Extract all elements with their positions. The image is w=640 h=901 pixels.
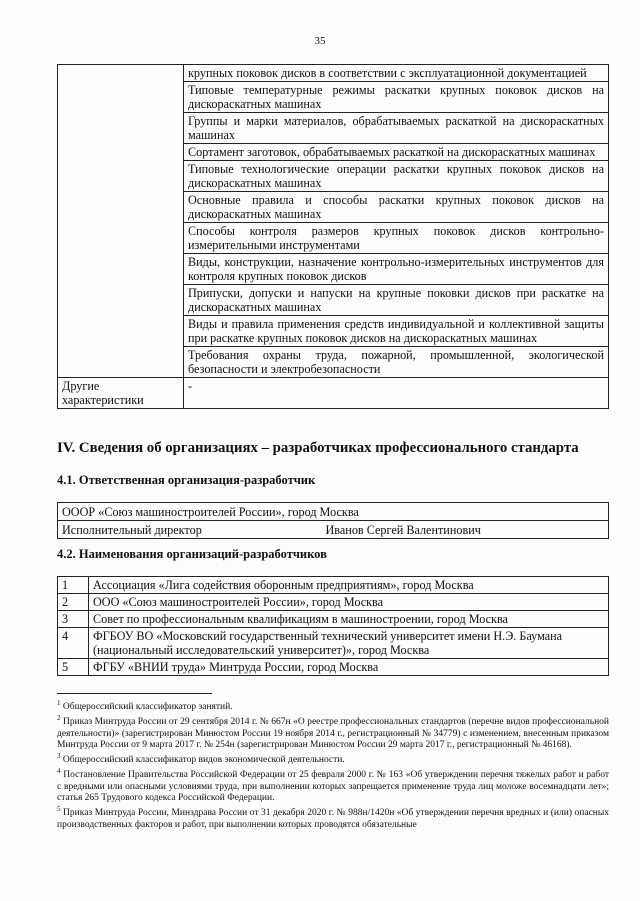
table-cell: Виды, конструкции, назначение контрольно-измерительных инструментов для контроля крупных поковок дисков [184, 254, 609, 285]
table-cell: Сортамент заготовок, обрабатываемых раскаткой на дискораскатных машинах [184, 144, 609, 161]
footnote-number: 3 [57, 752, 61, 761]
developers-table [57, 576, 609, 676]
table-cell: крупных поковок дисков в соответствии с эксплуатационной документацией [184, 65, 609, 82]
developer-name: ФГБОУ ВО «Московский государственный технический университет имени Н.Э. Баумана (национальный исследовательский университет)», город Москва [89, 628, 609, 659]
responsible-org-heading: 4.1. Ответственная организация-разработчик [57, 473, 316, 487]
developer-number: 4 [58, 628, 89, 659]
footnote [57, 713, 609, 751]
table-cell: Способы контроля размеров крупных поковок дисков контрольно-измерительными инструментами [184, 223, 609, 254]
responsible-person-cell [58, 521, 609, 539]
table-row [58, 577, 609, 594]
knowledge-table [57, 64, 609, 409]
developers-heading: 4.2. Наименования организаций-разработчиков [57, 547, 327, 561]
table-cell: Типовые технологические операции раскатки крупных поковок дисков на дискораскатных машинах [184, 161, 609, 192]
table-row [58, 378, 609, 409]
table-cell: Основные правила и способы раскатки крупных поковок дисков на дискораскатных машинах [184, 192, 609, 223]
developer-number: 3 [58, 611, 89, 628]
table-row [58, 659, 609, 676]
developer-name: Совет по профессиональным квалификациям в машиностроении, город Москва [89, 611, 609, 628]
footnote-number: 2 [57, 714, 61, 723]
footnote-text: Общероссийский классификатор занятий. [62, 702, 233, 713]
table-row [58, 503, 609, 521]
table-label-cell [58, 65, 184, 378]
table-row [58, 521, 609, 539]
responsible-org-table [57, 502, 609, 539]
table-row [58, 65, 609, 82]
footnote-number: 4 [57, 767, 61, 776]
table-cell: Типовые температурные режимы раскатки крупных поковок дисков на дискораскатных машинах [184, 82, 609, 113]
table-cell: Виды и правила применения средств индивидуальной и коллективной защиты при раскатке крупных поковок дисков на дискораскатных машинах [184, 316, 609, 347]
footnote-number: 1 [57, 699, 61, 707]
responsible-person-name: Иванов Сергей Валентинович [325, 522, 481, 537]
table-cell: Группы и марки материалов, обрабатываемых раскаткой на дискораскатных машинах [184, 113, 609, 144]
footnote-text: Постановление Правительства Российской Федерации от 25 февраля 2000 г. № 163 «Об утверждении перечня тяжелых работ и работ с вредными или опасными условиями труда, при выполнении которых запрещается применение труда лиц моложе восемнадцати лет»; статья 265 Трудового кодекса Российской Федерации. [57, 770, 610, 804]
table-row [58, 594, 609, 611]
footnote [57, 766, 609, 804]
developer-name: Ассоциация «Лига содействия оборонным предприятиям», город Москва [89, 577, 609, 594]
other-characteristics-value: - [184, 378, 609, 409]
footnote-separator [57, 693, 212, 694]
footnote [57, 751, 609, 766]
table-cell: Требования охраны труда, пожарной, промышленной, экологической безопасности и электробезопасности [184, 347, 609, 378]
footnote-text: Приказ Минтруда России, Минздрава России от 31 декабря 2020 г. № 988н/1420н «Об утверждении перечня вредных и (или) опасных производственных факторов и работ, при выполнении которых проводятся обязательные [57, 808, 610, 830]
footnote [57, 804, 609, 831]
developer-number: 2 [58, 594, 89, 611]
section-title: IV. Сведения об организациях – разработчиках профессионального стандарта [57, 440, 579, 456]
page-number: 35 [314, 35, 326, 47]
table-cell: Припуски, допуски и напуски на крупные поковки дисков при раскатке на дискораскатных машинах [184, 285, 609, 316]
developer-name: ООО «Союз машиностроителей России», город Москва [89, 594, 609, 611]
footnote-number: 5 [57, 805, 61, 814]
other-characteristics-label: Другие характеристики [58, 378, 184, 409]
developer-name: ФГБУ «ВНИИ труда» Минтруда России, город Москва [89, 659, 609, 676]
developer-number: 5 [58, 659, 89, 676]
table-row [58, 611, 609, 628]
footnotes [57, 698, 609, 831]
footnote-text: Приказ Минтруда России от 29 сентября 2014 г. № 667н «О реестре профессиональных стандартов (перечне видов профессиональной деятельности)» (зарегистрирован Минюстом России 19 ноября 2014 г., регистрационный № 34779) с изменением, внесенным приказом Минтруда России от 9 марта 2017 г. № 254н (зарегистрирован Минюстом России 29 марта 2017 г., регистрационный № 46168). [57, 717, 610, 750]
responsible-position: Исполнительный директор [62, 522, 202, 537]
developer-number: 1 [58, 577, 89, 594]
table-row [58, 628, 609, 659]
footnote-text: Общероссийский классификатор видов экономической деятельности. [62, 755, 345, 766]
footnote [57, 698, 609, 713]
responsible-org-name: ОООР «Союз машиностроителей России», город Москва [58, 503, 609, 521]
